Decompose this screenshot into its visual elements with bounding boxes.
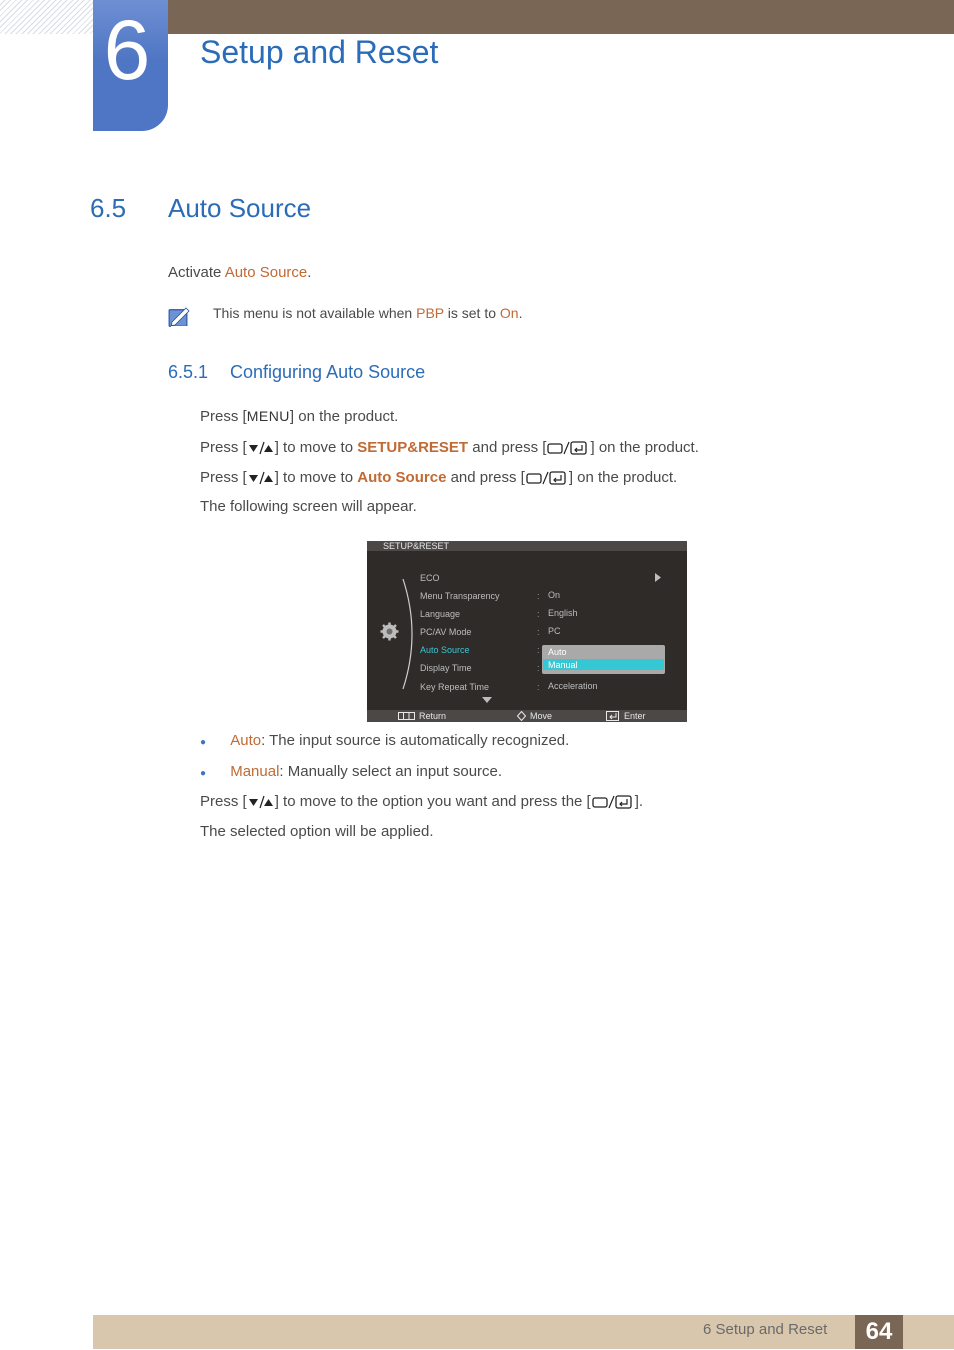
osd-option-auto[interactable]: Auto bbox=[548, 647, 567, 657]
menu-key-icon: MENU bbox=[246, 408, 290, 424]
source-enter-icon bbox=[591, 794, 635, 810]
setup-reset-highlight: SETUP&RESET bbox=[357, 439, 469, 456]
osd-colon: : bbox=[537, 591, 540, 601]
footer-chapter-label: 6 Setup and Reset bbox=[703, 1321, 828, 1338]
intro-paragraph bbox=[168, 264, 311, 281]
header-bar bbox=[93, 0, 954, 34]
osd-item-auto-source[interactable]: Auto Source bbox=[420, 645, 470, 655]
note-pencil-icon bbox=[168, 306, 191, 328]
osd-move-label: Move bbox=[530, 711, 553, 721]
osd-value-transparency: On bbox=[548, 590, 561, 600]
step-text: Press [ bbox=[200, 439, 247, 456]
note-text-3: . bbox=[518, 305, 523, 321]
step-text: ] on the product. bbox=[568, 469, 678, 486]
subsection-number: 6.5.1 bbox=[168, 362, 209, 382]
step-3 bbox=[200, 469, 677, 486]
osd-item-key-repeat-time[interactable]: Key Repeat Time bbox=[420, 682, 490, 692]
step-text: and press [ bbox=[446, 469, 525, 486]
bullet-text: : The input source is automatically recognized. bbox=[261, 732, 570, 749]
intro-highlight: Auto Source bbox=[224, 264, 308, 281]
chapter-number: 6 bbox=[103, 3, 151, 97]
osd-colon: : bbox=[537, 682, 540, 692]
osd-colon: : bbox=[537, 663, 540, 673]
chapter-title: Setup and Reset bbox=[200, 34, 439, 70]
osd-enter-label: Enter bbox=[624, 711, 646, 721]
source-enter-icon bbox=[546, 440, 590, 456]
osd-item-menu-transparency[interactable]: Menu Transparency bbox=[420, 591, 500, 601]
osd-option-manual[interactable]: Manual bbox=[548, 660, 578, 670]
osd-option-popup bbox=[542, 645, 665, 674]
osd-bottom-bar bbox=[367, 710, 687, 722]
step-text: and press [ bbox=[468, 439, 547, 456]
subsection-title: Configuring Auto Source bbox=[230, 362, 426, 382]
step-1 bbox=[200, 408, 398, 425]
bullet-text: : Manually select an input source. bbox=[279, 763, 503, 780]
step-text: ] on the product. bbox=[289, 408, 399, 425]
bullet-dot-icon: ● bbox=[200, 737, 207, 748]
step-text: ] to move to bbox=[274, 439, 358, 456]
move-updown-icon bbox=[517, 711, 526, 721]
osd-item-display-time[interactable]: Display Time bbox=[420, 663, 472, 673]
osd-item-pc-av-mode[interactable]: PC/AV Mode bbox=[420, 627, 472, 637]
step-2 bbox=[200, 439, 699, 456]
step-text: Press [ bbox=[200, 408, 247, 425]
osd-value-pc-av-mode: PC bbox=[548, 626, 561, 636]
step-text: ] to move to the option you want and press the [ bbox=[274, 793, 591, 810]
osd-colon: : bbox=[537, 609, 540, 619]
note-paragraph bbox=[213, 305, 522, 321]
step-text: ] to move to bbox=[274, 469, 358, 486]
note-text-2: is set to bbox=[443, 305, 500, 321]
chapter-badge bbox=[93, 0, 168, 131]
step-6: The selected option will be applied. bbox=[200, 823, 434, 840]
step-text: ] on the product. bbox=[590, 439, 699, 456]
header-hatch bbox=[0, 0, 93, 34]
down-up-arrow-icon bbox=[247, 471, 275, 485]
intro-suffix: . bbox=[307, 264, 312, 281]
osd-value-language: English bbox=[548, 608, 578, 618]
note-highlight-on: On bbox=[499, 305, 519, 321]
page-number-box bbox=[855, 1315, 903, 1349]
osd-title: SETUP&RESET bbox=[383, 541, 450, 551]
bullet-dot-icon: ● bbox=[200, 768, 207, 779]
step-text: Press [ bbox=[200, 793, 247, 810]
down-up-arrow-icon bbox=[247, 441, 275, 455]
bullet-auto bbox=[200, 732, 569, 749]
auto-source-highlight: Auto Source bbox=[357, 469, 447, 486]
section-number: 6.5 bbox=[90, 193, 127, 223]
osd-value-key-repeat: Acceleration bbox=[548, 681, 598, 691]
step-5 bbox=[200, 793, 643, 810]
note-text: This menu is not available when bbox=[213, 305, 417, 321]
section-title: Auto Source bbox=[168, 193, 312, 223]
osd-colon: : bbox=[537, 645, 540, 655]
step-4: The following screen will appear. bbox=[200, 498, 417, 515]
page-number: 64 bbox=[865, 1318, 893, 1345]
osd-item-eco[interactable]: ECO bbox=[420, 573, 440, 583]
scroll-down-icon bbox=[482, 697, 492, 703]
osd-item-language[interactable]: Language bbox=[420, 609, 461, 619]
enter-icon bbox=[606, 711, 620, 721]
source-enter-icon bbox=[525, 470, 569, 486]
gear-icon bbox=[380, 622, 399, 641]
osd-return-label: Return bbox=[419, 711, 447, 721]
step-text: Press [ bbox=[200, 469, 247, 486]
intro-text: Activate bbox=[168, 264, 225, 281]
bullet-term: Auto bbox=[230, 732, 262, 749]
bullet-term: Manual bbox=[230, 763, 280, 780]
bullet-manual bbox=[200, 763, 502, 780]
osd-screen bbox=[367, 541, 687, 722]
osd-colon: : bbox=[537, 627, 540, 637]
submenu-arrow-icon bbox=[654, 573, 662, 582]
menu-bars-icon bbox=[398, 712, 415, 720]
down-up-arrow-icon bbox=[247, 795, 275, 809]
step-text: ]. bbox=[634, 793, 644, 810]
note-highlight-pbp: PBP bbox=[416, 305, 444, 321]
